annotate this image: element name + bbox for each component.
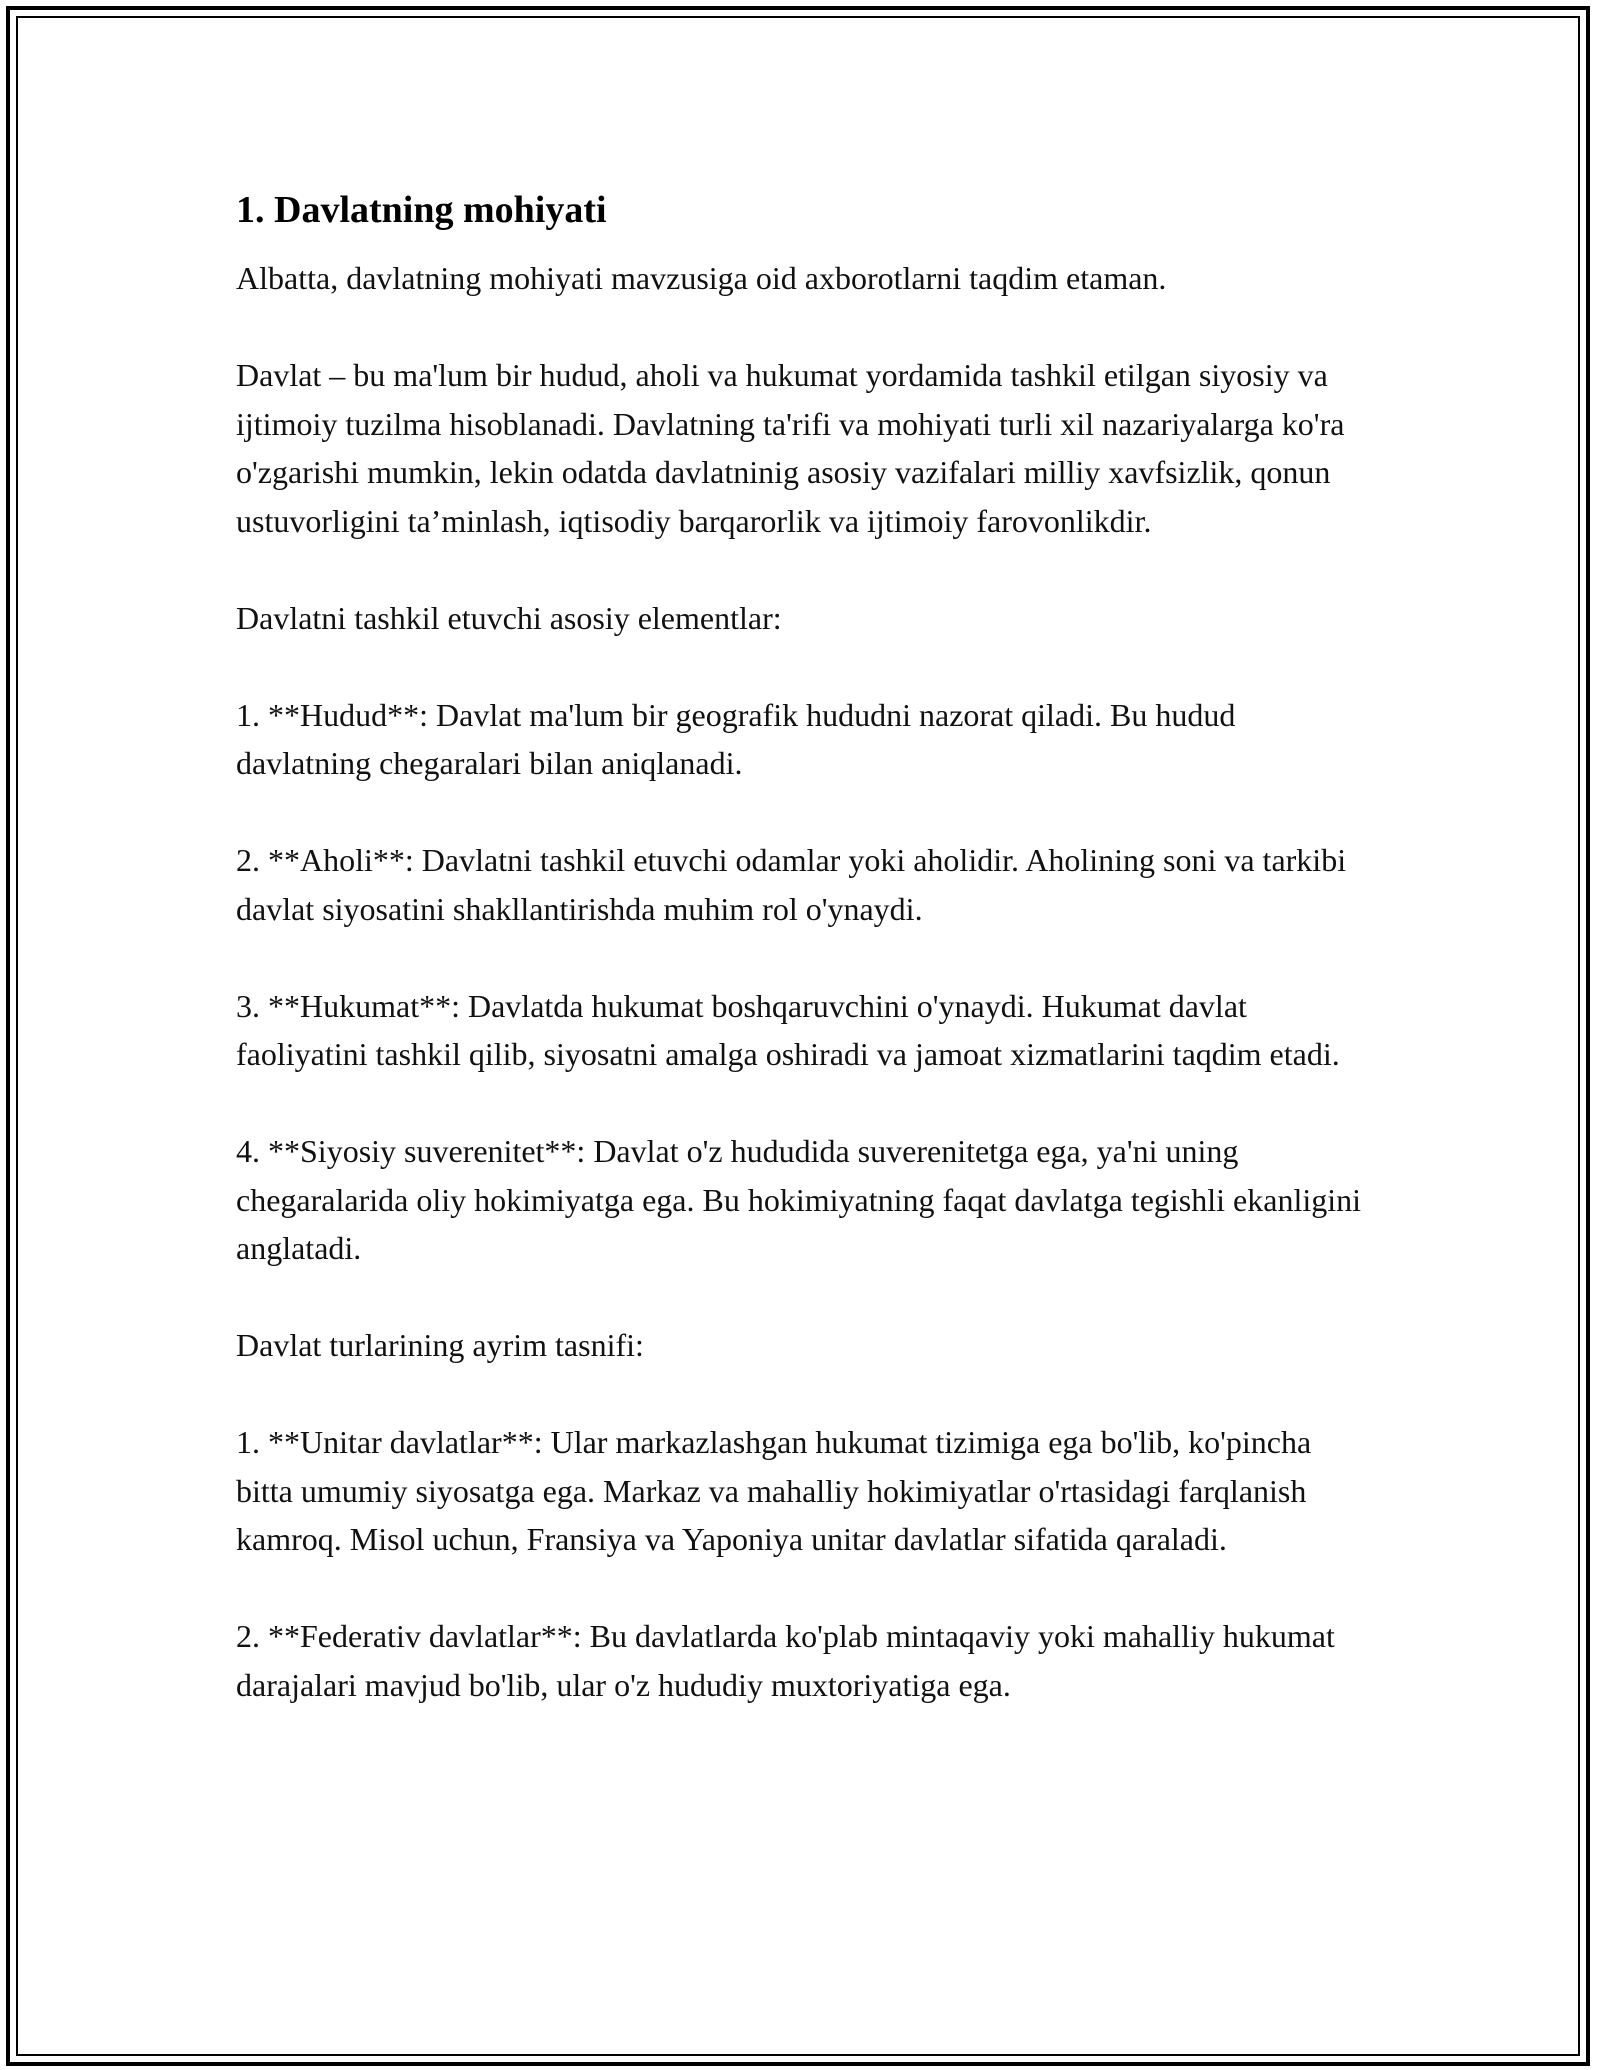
document-body bbox=[236, 186, 1376, 1758]
list-item-federal: 2. **Federativ davlatlar**: Bu davlatlarda ko'plab mintaqaviy yoki mahalliy hukumat darajalari mavjud bo'lib, ular o'z hududiy muxtoriyatiga ega. bbox=[236, 1618, 1335, 1703]
paragraph-intro: Albatta, davlatning mohiyati mavzusiga oid axborotlarni taqdim etaman. bbox=[236, 260, 1167, 296]
document-title: 1. Davlatning mohiyati bbox=[236, 189, 607, 231]
paragraph-definition: Davlat – bu ma'lum bir hudud, aholi va hukumat yordamida tashkil etilgan siyosiy va ijtimoiy tuzilma hisoblanadi. Davlatning ta'rifi va mohiyati turli xil nazariyalarga ko'ra o'zgarishi mumkin, lekin odatda davlatninig asosiy vazifalari milliy xavfsizlik, qonun ustuvorligini ta’minlash, iqtisodiy barqarorlik va ijtimoiy farovonlikdir. bbox=[236, 357, 1345, 539]
paragraph-elements-heading: Davlatni tashkil etuvchi asosiy elementlar: bbox=[236, 599, 782, 636]
list-item-population: 2. **Aholi**: Davlatni tashkil etuvchi odamlar yoki aholidir. Aholining soni va tarkibi davlat siyosatini shakllantirishda muhim rol o'ynaydi. bbox=[236, 842, 1347, 927]
list-item-unitary: 1. **Unitar davlatlar**: Ular markazlashgan hukumat tizimiga ega bo'lib, ko'pincha bitta umumiy siyosatga ega. Markaz va mahalliy hokimiyatlar o'rtasidagi farqlanish kamroq. Misol uchun, Fransiya va Yaponiya unitar davlatlar sifatida qaraladi. bbox=[236, 1424, 1312, 1557]
list-item-government: 3. **Hukumat**: Davlatda hukumat boshqaruvchini o'ynaydi. Hukumat davlat faoliyatini tashkil qilib, siyosatni amalga oshiradi va jamoat xizmatlarini taqdim etadi. bbox=[236, 987, 1340, 1072]
list-item-territory: 1. **Hudud**: Davlat ma'lum bir geografik hududni nazorat qiladi. Bu hudud davlatning chegaralari bilan aniqlanadi. bbox=[236, 696, 1236, 781]
list-item-sovereignty: 4. **Siyosiy suverenitet**: Davlat o'z hududida suverenitetga ega, ya'ni uning chegaralarida oliy hokimiyatga ega. Bu hokimiyatning faqat davlatga tegishli ekanligini anglatadi. bbox=[236, 1133, 1361, 1266]
paragraph-classification-heading: Davlat turlarining ayrim tasnifi: bbox=[236, 1327, 644, 1363]
